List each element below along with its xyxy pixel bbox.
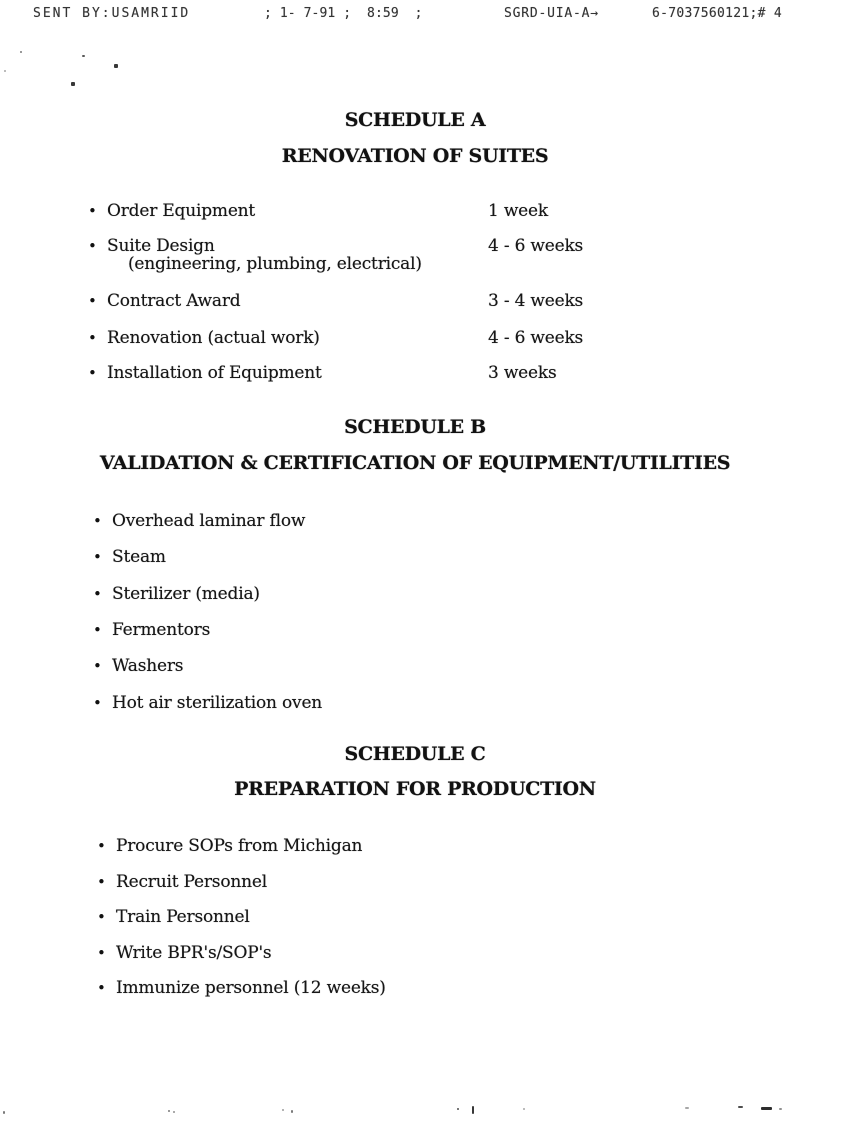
schedule-c-item [0, 978, 850, 1000]
bullet-icon: • [93, 512, 102, 530]
item-label: Overhead laminar flow [112, 511, 306, 531]
item-label: Renovation (actual work) [107, 328, 320, 348]
item-label: Steam [112, 547, 166, 567]
noise-speck [523, 1108, 525, 1110]
fax-header [0, 0, 850, 24]
schedule-a-item [0, 363, 850, 385]
fax-office-symbol: SGRD-UIA-A→ [504, 6, 599, 21]
schedule-c-item [0, 907, 850, 929]
item-label: Order Equipment [107, 201, 256, 221]
bullet-icon: • [88, 364, 97, 382]
noise-speck [82, 55, 85, 57]
item-label: Hot air sterilization oven [112, 693, 323, 713]
schedule-b-subtitle: VALIDATION & CERTIFICATION OF EQUIPMENT/UTILITIES [99, 452, 731, 474]
bullet-icon: • [93, 585, 102, 603]
bullet-icon: • [88, 329, 97, 347]
item-label: Washers [112, 656, 184, 676]
bullet-icon: • [97, 944, 106, 962]
schedule-b-item [0, 584, 850, 606]
bullet-icon: • [88, 202, 97, 220]
schedule-a-item [0, 201, 850, 223]
fax-datetime: ; 1- 7-91 ; 8:59 ; [264, 6, 423, 21]
bullet-icon: • [88, 237, 97, 255]
fax-transmission-id: 6-7037560121;# 4 [652, 6, 783, 21]
item-label: Immunize personnel (12 weeks) [116, 978, 386, 998]
schedule-b-item [0, 656, 850, 678]
fax-sender: SENT BY:USAMRIID [33, 6, 191, 21]
schedule-a-title: SCHEDULE A [344, 109, 486, 131]
noise-speck [282, 1109, 284, 1111]
schedule-b-title: SCHEDULE B [344, 416, 486, 438]
noise-speck [457, 1108, 459, 1110]
item-label: Procure SOPs from Michigan [116, 836, 363, 856]
schedule-c-item [0, 872, 850, 894]
noise-speck [114, 64, 118, 68]
item-sublabel: (engineering, plumbing, electrical) [128, 254, 422, 274]
schedule-b-item [0, 547, 850, 569]
bullet-icon: • [88, 292, 97, 310]
item-duration: 3 - 4 weeks [488, 291, 584, 311]
item-duration: 1 week [488, 201, 548, 221]
schedule-a-item [0, 328, 850, 350]
schedule-a-item [0, 291, 850, 313]
schedule-c-item [0, 836, 850, 858]
item-duration: 4 - 6 weeks [488, 236, 584, 256]
bullet-icon: • [93, 657, 102, 675]
noise-speck [779, 1108, 782, 1110]
noise-speck [4, 70, 6, 72]
noise-speck [738, 1106, 743, 1108]
noise-speck [168, 1110, 170, 1112]
bullet-icon: • [97, 873, 106, 891]
item-label: Write BPR's/SOP's [116, 943, 272, 963]
noise-speck [761, 1107, 772, 1110]
item-label: Fermentors [112, 620, 211, 640]
bullet-icon: • [97, 837, 106, 855]
noise-speck [71, 82, 75, 86]
item-duration: 3 weeks [488, 363, 557, 383]
noise-speck [173, 1111, 175, 1113]
item-label: Sterilizer (media) [112, 584, 260, 604]
bullet-icon: • [97, 979, 106, 997]
item-label: Suite Design [107, 236, 215, 256]
noise-speck [291, 1110, 293, 1113]
noise-speck [472, 1106, 474, 1114]
item-label: Recruit Personnel [116, 872, 267, 892]
schedule-b-item [0, 693, 850, 715]
item-label: Train Personnel [116, 907, 250, 927]
bullet-icon: • [93, 548, 102, 566]
noise-speck [20, 51, 22, 53]
schedule-c-subtitle: PREPARATION FOR PRODUCTION [234, 778, 596, 800]
item-label: Installation of Equipment [107, 363, 322, 383]
schedule-b-item [0, 620, 850, 642]
schedule-c-item [0, 943, 850, 965]
noise-speck [3, 1111, 5, 1114]
item-label: Contract Award [107, 291, 241, 311]
schedule-c-title: SCHEDULE C [344, 743, 486, 765]
schedule-a-item [0, 236, 850, 274]
schedule-b-item [0, 511, 850, 533]
bullet-icon: • [93, 694, 102, 712]
bullet-icon: • [93, 621, 102, 639]
bullet-icon: • [97, 908, 106, 926]
item-duration: 4 - 6 weeks [488, 328, 584, 348]
noise-speck [685, 1107, 689, 1109]
schedule-a-subtitle: RENOVATION OF SUITES [281, 145, 549, 167]
